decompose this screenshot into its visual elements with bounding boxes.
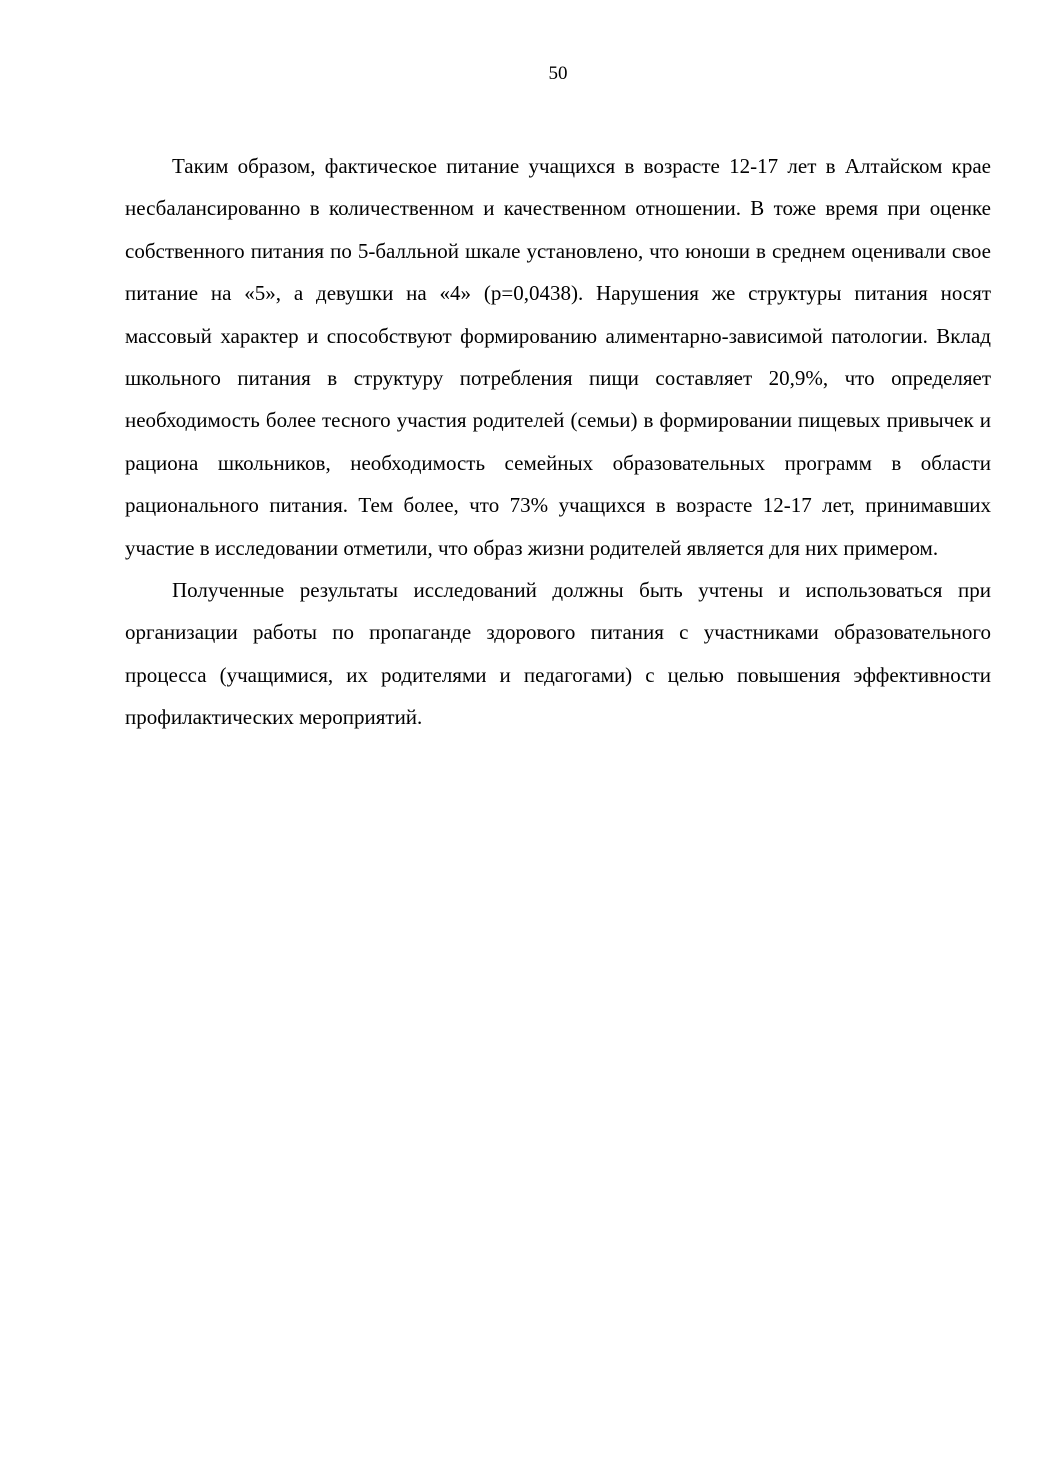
document-body [125,145,991,739]
paragraph-conclusion: Таким образом, фактическое питание учащихся в возрасте 12-17 лет в Алтайском крае несбалансированно в количественном и качественном отношении. В тоже время при оценке собственного питания по 5-балльной шкале установлено, что юноши в среднем оценивали свое питание на «5», а девушки на «4» (р=0,0438). Нарушения же структуры питания носят массовый характер и способствуют формированию алиментарно-зависимой патологии. Вклад школьного питания в структуру потребления пищи составляет 20,9%, что определяет необходимость более тесного участия родителей (семьи) в формировании пищевых привычек и рациона школьников, необходимость семейных образовательных программ в области рационального питания. Тем более, что 73% учащихся в возрасте 12-17 лет, принимавших участие в исследовании отметили, что образ жизни родителей является для них примером. [125,154,991,560]
page-number: 50 [548,63,568,84]
paragraph-recommendation: Полученные результаты исследований должны быть учтены и использоваться при организации работы по пропаганде здорового питания с участниками образовательного процесса (учащимися, их родителями и педагогами) с целью повышения эффективности профилактических мероприятий. [125,578,991,730]
